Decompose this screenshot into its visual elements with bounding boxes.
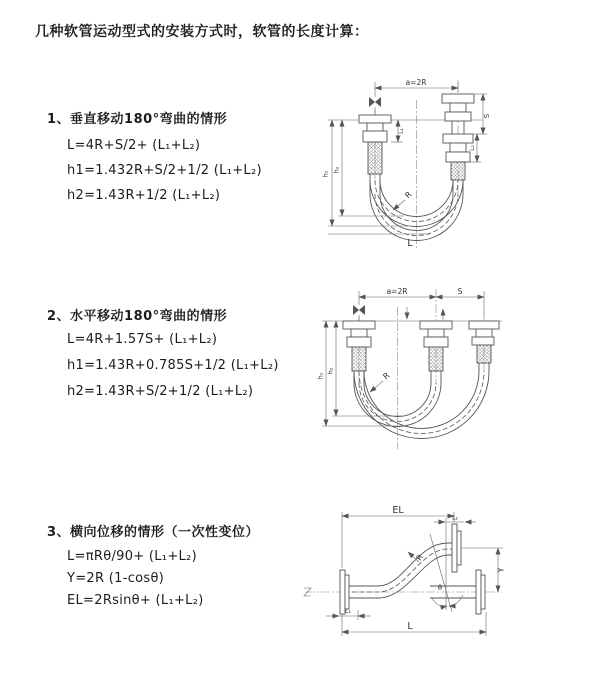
dim-label-radius: R [403, 189, 414, 201]
section-2-formula-h2: h2=1.43R+S/2+1/2 (L₁+L₂) [67, 384, 254, 399]
dim-label-stroke: S [483, 113, 491, 119]
section-1-heading: 1、垂直移动180°弯曲的情形 [47, 112, 228, 127]
valve-icon [353, 291, 365, 321]
diagram-lateral-displacement [300, 504, 594, 648]
section-2-heading: 2、水平移动180°弯曲的情形 [47, 309, 228, 324]
dim-label-el: EL [392, 505, 404, 516]
dim-label-fitting-right: L₂ [452, 514, 458, 522]
section-3-formula-offset: Y=2R (1-cosθ) [67, 571, 165, 586]
braid-section [352, 347, 366, 371]
braid-section [368, 142, 382, 174]
dim-label-h2: h₂ [326, 367, 335, 375]
section-2-formula-h1: h1=1.43R+0.785S+1/2 (L₁+L₂) [67, 358, 279, 373]
dim-label-fitting-right: L₂ [469, 145, 476, 151]
dim-label-fitting-left: L₁ [345, 608, 351, 615]
dim-label-h1: h₁ [316, 372, 325, 380]
dim-label-radius: R [414, 552, 426, 563]
dim-label-length: L [407, 238, 413, 249]
dim-label-offset: Y [496, 567, 506, 573]
dim-label-span: a=2R [386, 287, 408, 296]
section-2-formula-length: L=4R+1.57S+ (L₁+L₂) [67, 332, 218, 347]
diagram-vertical-180-bend [312, 74, 592, 256]
section-1-formula-length: L=4R+S/2+ (L₁+L₂) [67, 138, 201, 153]
valve-icon [369, 82, 381, 115]
braid-section [451, 162, 465, 180]
dim-label-stroke: S [457, 287, 463, 296]
dim-label-length: L [407, 621, 413, 632]
dim-label-angle: θ [437, 584, 443, 592]
dimensions [317, 287, 485, 426]
section-3-heading: 3、横向位移的情形（一次性变位） [47, 525, 260, 540]
braid-section [477, 345, 491, 363]
braid-section [429, 347, 443, 371]
centerlines [359, 289, 484, 449]
flange-fittings [343, 321, 499, 371]
section-1-formula-h2: h2=1.43R+1/2 (L₁+L₂) [67, 188, 221, 203]
centerlines [304, 588, 502, 596]
section-3-formula-length: L=πRθ/90+ (L₁+L₂) [67, 549, 197, 564]
dim-label-radius: R [381, 370, 392, 382]
dim-label-fitting-left: L₁ [398, 128, 405, 134]
dim-label-span: a=2R [405, 78, 427, 87]
dim-label-h1: h₁ [321, 170, 330, 178]
hose-u-shapes [354, 363, 489, 439]
diagram-horizontal-180-bend [312, 283, 592, 461]
document-title: 几种软管运动型式的安装方式时，软管的长度计算： [35, 24, 369, 40]
centerlines [375, 80, 458, 250]
section-3-formula-el: EL=2Rsinθ+ (L₁+L₂) [67, 593, 204, 608]
dim-label-h2: h₂ [332, 166, 341, 174]
section-1-formula-h1: h1=1.432R+S/2+1/2 (L₁+L₂) [67, 163, 262, 178]
flange-fittings [340, 524, 485, 614]
